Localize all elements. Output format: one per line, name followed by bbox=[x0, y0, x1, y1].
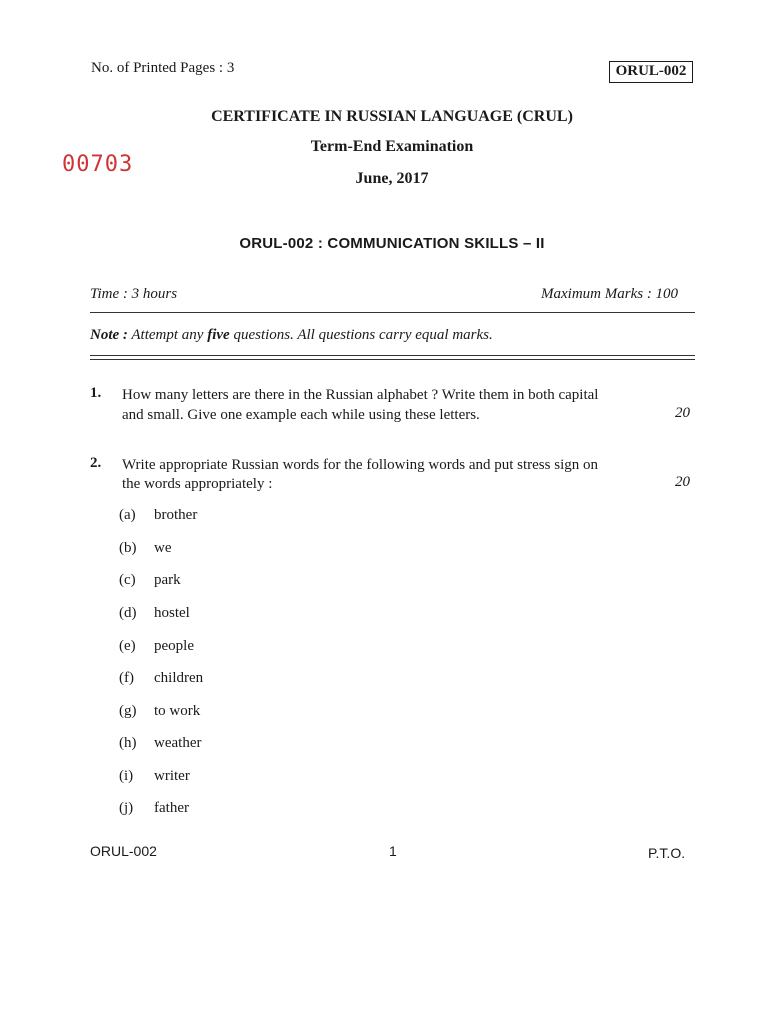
option-word: brother bbox=[154, 507, 198, 523]
option-letter: (h) bbox=[119, 735, 137, 751]
option-letter: (i) bbox=[119, 768, 134, 784]
option-letter: (a) bbox=[119, 507, 136, 523]
option-letter: (f) bbox=[119, 670, 134, 686]
option-word: to work bbox=[154, 703, 201, 719]
paper-code-box: ORUL-002 bbox=[609, 61, 693, 83]
subject-title: ORUL-002 : COMMUNICATION SKILLS – II bbox=[239, 235, 545, 252]
option-letter: (b) bbox=[119, 540, 137, 556]
option-word: people bbox=[154, 638, 194, 654]
page-number: 1 bbox=[389, 843, 397, 859]
note-text-after: questions. All questions carry equal marks. bbox=[233, 327, 493, 343]
divider-line bbox=[90, 312, 695, 313]
option-word: father bbox=[154, 800, 189, 816]
option-word: hostel bbox=[154, 605, 190, 621]
question-text-line: How many letters are there in the Russian alphabet ? Write them in both capital bbox=[122, 387, 599, 403]
question-number: 1. bbox=[90, 385, 102, 401]
question-number: 2. bbox=[90, 455, 102, 471]
question-text-line: and small. Give one example each while using these letters. bbox=[122, 407, 480, 423]
option-word: children bbox=[154, 670, 204, 686]
certificate-title: CERTIFICATE IN RUSSIAN LANGUAGE (CRUL) bbox=[211, 108, 573, 125]
exam-title: Term-End Examination bbox=[310, 138, 474, 155]
question-marks: 20 bbox=[675, 405, 690, 421]
exam-date: June, 2017 bbox=[355, 170, 429, 187]
printed-pages-count: No. of Printed Pages : 3 bbox=[91, 60, 235, 76]
option-word: weather bbox=[154, 735, 202, 751]
option-word: park bbox=[154, 572, 181, 588]
option-letter: (j) bbox=[119, 800, 134, 816]
divider-line bbox=[90, 359, 695, 360]
note-text-before: Attempt any bbox=[131, 327, 204, 343]
option-word: writer bbox=[154, 768, 190, 784]
question-text-line: the words appropriately : bbox=[122, 476, 273, 492]
question-marks: 20 bbox=[675, 474, 690, 490]
divider-line bbox=[90, 355, 695, 356]
note-emphasis: five bbox=[207, 327, 230, 343]
footer-paper-code: ORUL-002 bbox=[90, 843, 157, 859]
maximum-marks: Maximum Marks : 100 bbox=[541, 286, 679, 302]
serial-stamp: 00703 bbox=[62, 152, 134, 177]
instructions-note bbox=[90, 327, 493, 344]
please-turn-over: P.T.O. bbox=[648, 845, 686, 861]
option-letter: (c) bbox=[119, 572, 136, 588]
time-allowed: Time : 3 hours bbox=[90, 286, 178, 302]
option-letter: (d) bbox=[119, 605, 137, 621]
option-letter: (e) bbox=[119, 638, 136, 654]
question-text-line: Write appropriate Russian words for the following words and put stress sign on bbox=[122, 457, 598, 473]
note-label: Note : bbox=[90, 327, 128, 343]
option-word: we bbox=[154, 540, 172, 556]
option-letter: (g) bbox=[119, 703, 137, 719]
